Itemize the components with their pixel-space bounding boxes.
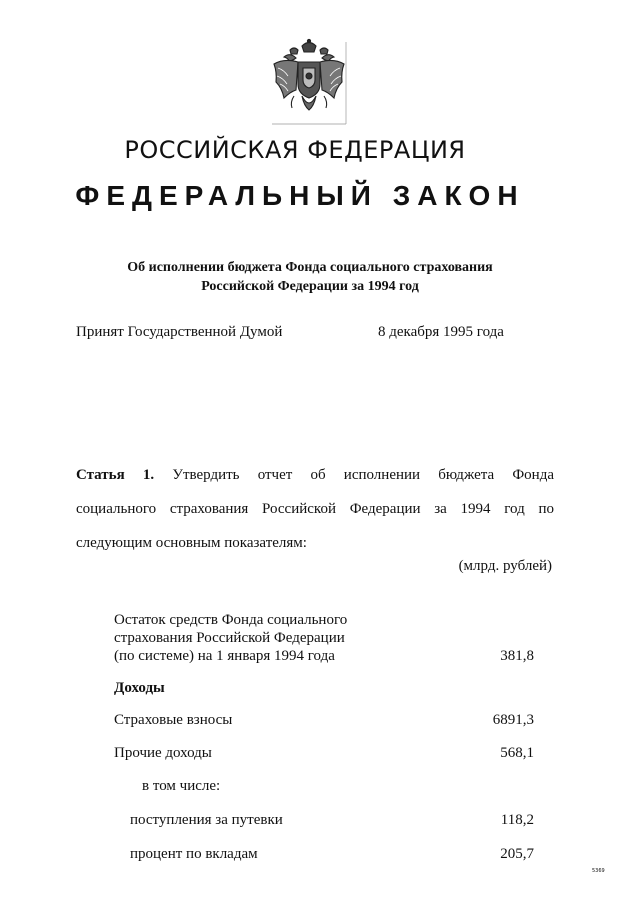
law-subject [0,258,620,296]
law-subject-line-2: Российской Федерации за 1994 год [201,279,419,294]
balance-label-line-1: Остаток средств Фонда социального [114,612,348,628]
adopted-date: 8 декабря 1995 года [378,324,504,340]
vouchers-value: 118,2 [500,812,534,828]
interest-label: процент по вкладам [130,846,258,862]
balance-label [114,611,347,665]
including-label: в том числе: [142,778,221,794]
balance-label-line-2: страхования Российской Федерации [114,630,345,646]
unit-label: (млрд. рублей) [458,558,552,574]
other-income-value: 568,1 [500,745,534,761]
article-1-line-1 [76,458,554,492]
article-1 [76,458,554,560]
income-heading: Доходы [114,680,165,696]
country-title: РОССИЙСКАЯ ФЕДЕРАЦИЯ [124,136,466,164]
balance-value: 381,8 [500,648,534,664]
insurance-value: 6891,3 [492,712,534,728]
other-income-label: Прочие доходы [114,745,212,761]
vouchers-label: поступления за путевки [130,812,283,828]
law-subject-line-1: Об исполнении бюджета Фонда социального страхования [127,260,493,275]
coat-of-arms-emblem [268,38,350,130]
interest-value: 205,7 [500,846,534,862]
article-1-line-2: социального страхования Российской Федерации за 1994 год по [76,501,554,517]
article-label: Статья 1. [76,467,155,483]
insurance-label: Страховые взносы [114,712,233,728]
article-1-line-3: следующим основным показателям: [76,535,307,551]
article-1-text-1: Утвердить отчет об исполнении бюджета Фонда [172,467,555,483]
adopted-by: Принят Государственной Думой [76,324,283,340]
document-type-title: ФЕДЕРАЛЬНЫЙ ЗАКОН [75,180,525,211]
balance-label-line-3: (по системе) на 1 января 1994 года [114,648,335,664]
page-corner-mark: 5369 [592,868,605,874]
